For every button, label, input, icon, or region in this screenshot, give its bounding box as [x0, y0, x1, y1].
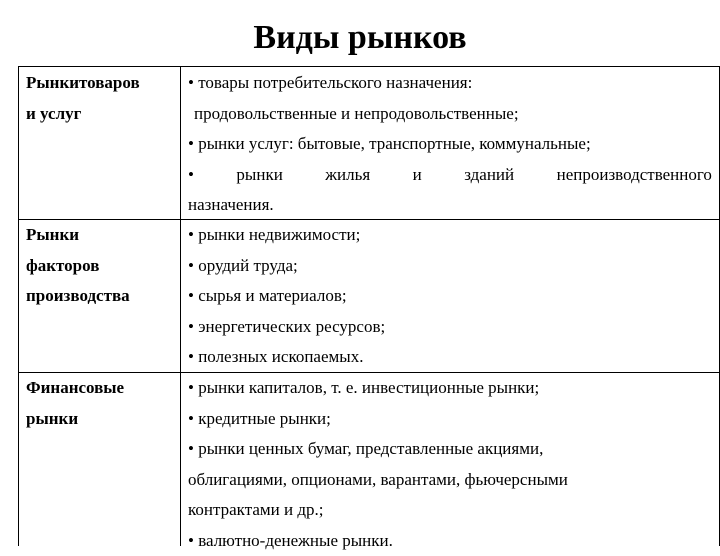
- item-line: • рынки капиталов, т. е. инвестиционные рынки;: [188, 373, 712, 404]
- word: •: [188, 160, 194, 191]
- category-line: факторов: [26, 251, 176, 282]
- row-items-financial: [188, 373, 712, 556]
- word: непроизводственного: [557, 160, 712, 191]
- item-line: • полезных ископаемых.: [188, 342, 712, 373]
- row-items-goods-services: [188, 68, 712, 221]
- row-category-financial: [26, 373, 176, 434]
- row-items-production-factors: [188, 220, 712, 373]
- item-line: • энергетических ресурсов;: [188, 312, 712, 343]
- item-line: • орудий труда;: [188, 251, 712, 282]
- row-category-production-factors: [26, 220, 176, 312]
- item-line: • рынки ценных бумаг, представленные акциями,: [188, 434, 712, 465]
- word: зданий: [464, 160, 514, 191]
- item-line: • рынки услуг: бытовые, транспортные, коммунальные;: [188, 129, 712, 160]
- category-line: Рынкитоваров: [26, 68, 176, 99]
- word: жилья: [325, 160, 370, 191]
- item-line: • валютно-денежные рынки.: [188, 526, 712, 556]
- item-line: • кредитные рынки;: [188, 404, 712, 435]
- column-divider: [180, 66, 181, 546]
- category-line: Рынки: [26, 220, 176, 251]
- page-title: Виды рынков: [0, 18, 720, 58]
- item-line: • товары потребительского назначения:: [188, 68, 712, 99]
- item-line: • рынки недвижимости;: [188, 220, 712, 251]
- word: и: [413, 160, 422, 191]
- row-category-goods-services: [26, 68, 176, 129]
- item-line: контрактами и др.;: [188, 495, 712, 526]
- item-line: • сырья и материалов;: [188, 281, 712, 312]
- category-line: Финансовые: [26, 373, 176, 404]
- item-line: продовольственные и непродовольственные;: [188, 99, 712, 130]
- item-line: облигациями, опционами, варантами, фьючерсными: [188, 465, 712, 496]
- item-line: назначения.: [188, 190, 712, 221]
- category-line: и услуг: [26, 99, 176, 130]
- item-line-justified: [188, 160, 712, 191]
- category-line: производства: [26, 281, 176, 312]
- category-line: рынки: [26, 404, 176, 435]
- word: рынки: [236, 160, 282, 191]
